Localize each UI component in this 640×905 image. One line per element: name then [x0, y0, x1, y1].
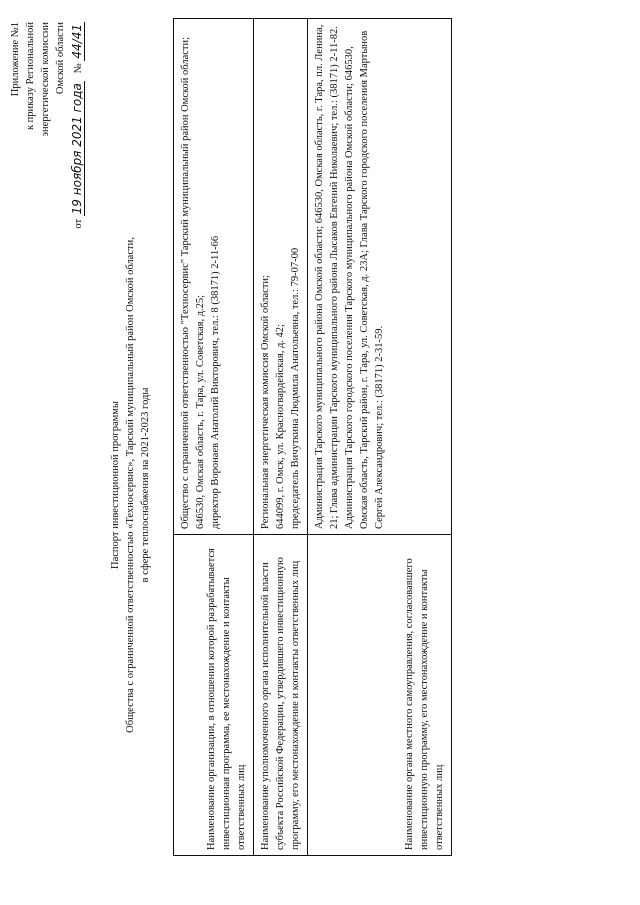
row-value: Региональная энергетическая комиссия Омской области; 644099, г. Омск, ул. Красногвардейская, д. 42; председатель Вичуткина Людмила Анатольевна, тел.: 79-07-00: [260, 247, 301, 529]
appendix-line-4: Омской области: [55, 22, 66, 95]
row-value-cell: [254, 19, 308, 535]
appendix-header: [8, 22, 86, 229]
table-row: [254, 19, 308, 856]
row-value-cell: [308, 19, 452, 535]
row-value: Администрация Тарского муниципального района Омской области; 646530, Омская область, г. Тара, пл. Ленина, 21; Глава администрации Тарского муниципального района Лысаков Евгений Николаевич; тел.: (38171) 2-11-82. Администрация Тарского городского поселения Тарского муниципального района Омской области; 646530, Омская область, Тарский район, г. Тара, ул. Советская, д. 23А; Глава Тарского городского поселения Мартынов Сергей Александрович; тел.: (38171) 2-31-59.: [314, 24, 385, 529]
row-label: Наименование уполномоченного органа исполнительной власти субъекта Российской Федерации, утвердившего инвестиционную программу, его местонахождение и контакты ответственных лиц: [260, 557, 301, 850]
date-signature: 19 ноября 2021 года: [70, 83, 84, 215]
appendix-line-2: к приказу Региональной: [25, 22, 36, 131]
title-line-1: Паспорт инвестиционной программы: [110, 401, 121, 569]
document-title: [108, 185, 153, 785]
appendix-line-3: энергетической комиссии: [40, 22, 51, 137]
appendix-line-1: Приложение №1: [10, 22, 21, 97]
row-label-cell: [174, 535, 254, 856]
row-label: Наименование органа местного самоуправления, согласовавшего инвестиционную программу, его местонахождение и контакты ответственных лиц: [404, 558, 445, 850]
number-prefix: №: [73, 63, 84, 74]
row-value-cell: [174, 19, 254, 535]
title-line-2: Общества с ограниченной ответственностью «Техносервис», Тарский муниципальный район Омской области,: [125, 237, 136, 733]
table-row: [308, 19, 452, 856]
passport-table: [173, 18, 452, 856]
table-row: [174, 19, 254, 856]
appendix-dateline: [70, 22, 86, 229]
row-label: Наименование организации, в отношении которой разрабатывается инвестиционная программа, ее местонахождение и контакты ответственных лиц: [206, 548, 247, 850]
number-signature: 44/41: [70, 24, 84, 59]
row-label-cell: [308, 535, 452, 856]
row-value: Общество с ограниченной ответственностью "Техносервис" Тарский муниципальный район Омской области; 646530, Омская область, г. Тара, ул. Советская, д.25; директор Воронаев Анатолий Викторович, тел.: 8 (38171) 2-11-66: [180, 36, 221, 529]
title-line-3: в сфере теплоснабжения на 2021-2023 годы: [140, 387, 151, 583]
row-label-cell: [254, 535, 308, 856]
date-prefix: от: [73, 218, 84, 229]
